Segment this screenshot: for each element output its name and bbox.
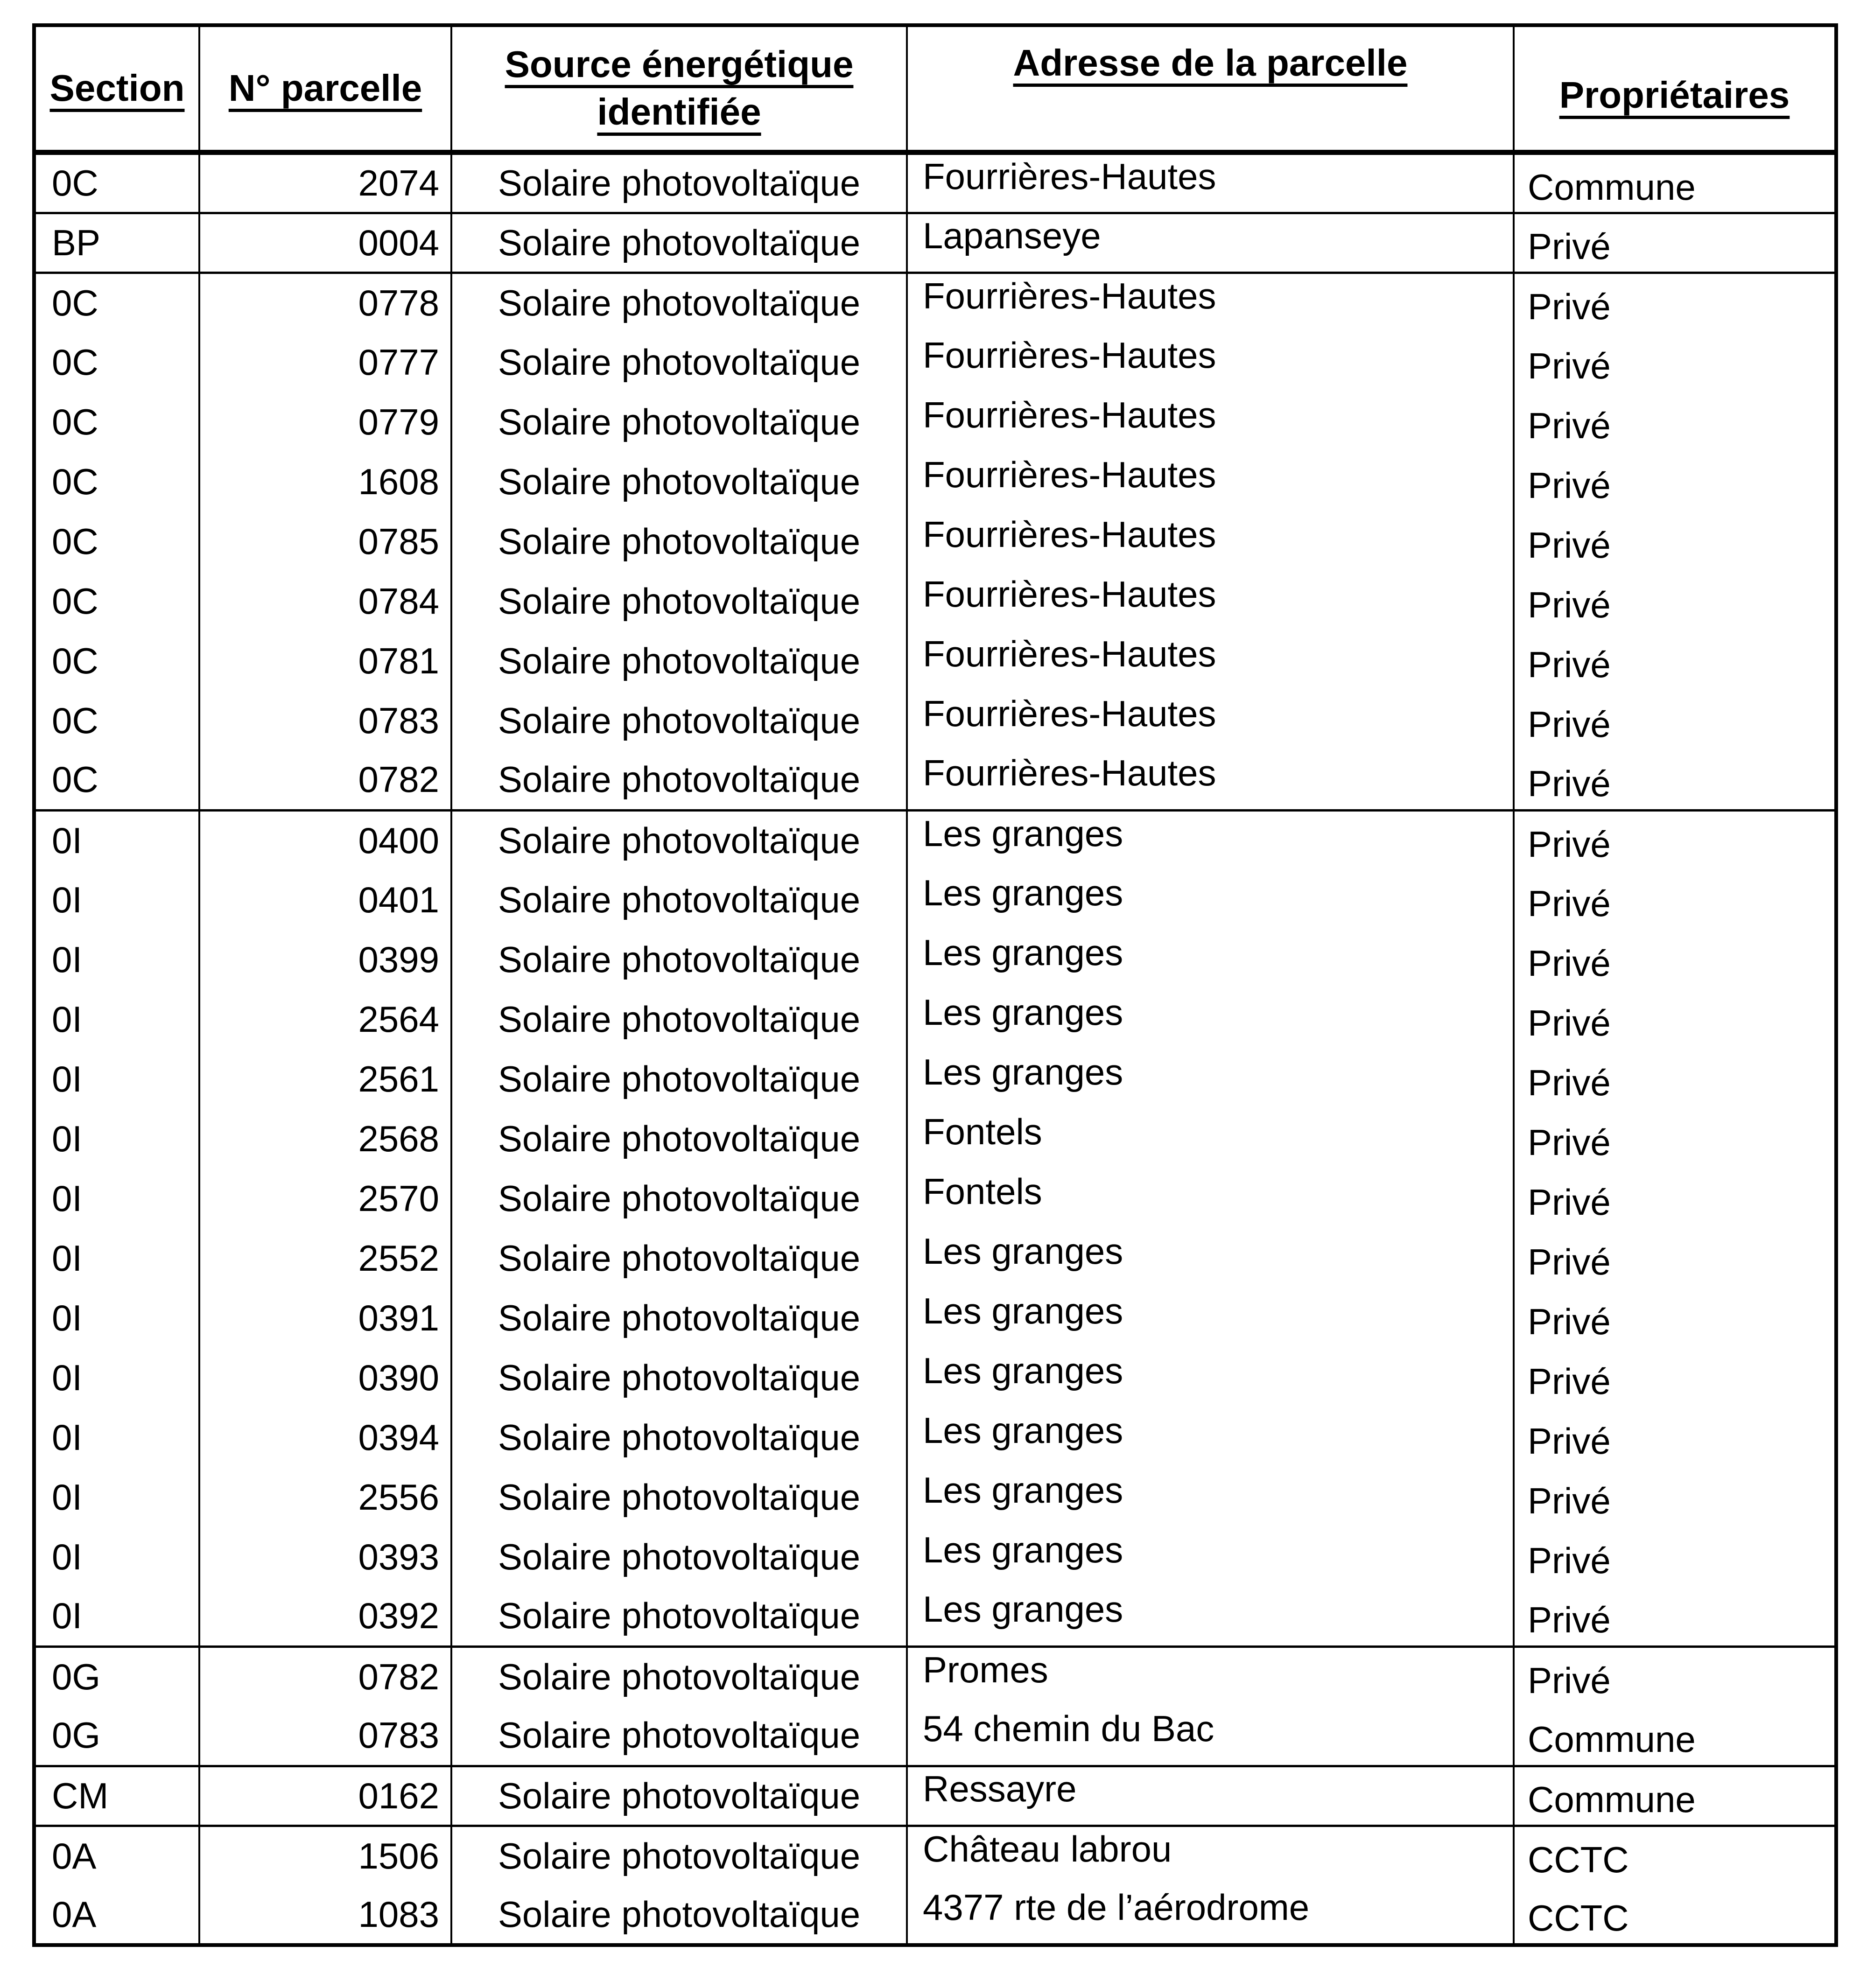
cell-proprietaire: Privé	[1514, 1646, 1836, 1706]
table-row	[34, 810, 1836, 870]
cell-section: CM	[34, 1766, 199, 1826]
column-header-source	[451, 25, 907, 152]
cell-adresse: Les granges	[907, 810, 1514, 870]
cell-source: Solaire photovoltaïque	[451, 1826, 907, 1885]
cell-adresse: Promes	[907, 1646, 1514, 1706]
cell-source: Solaire photovoltaïque	[451, 392, 907, 452]
cell-parcelle: 0783	[199, 1706, 451, 1766]
cell-proprietaire: Privé	[1514, 452, 1836, 511]
cell-source: Solaire photovoltaïque	[451, 1049, 907, 1109]
cell-adresse: Les granges	[907, 1407, 1514, 1467]
cell-proprietaire: CCTC	[1514, 1885, 1836, 1945]
cell-source: Solaire photovoltaïque	[451, 1109, 907, 1169]
cell-parcelle: 0399	[199, 930, 451, 989]
cell-proprietaire: Privé	[1514, 691, 1836, 750]
cell-section: 0I	[34, 1587, 199, 1646]
cell-source: Solaire photovoltaïque	[451, 810, 907, 870]
cell-section: 0I	[34, 1228, 199, 1288]
cell-adresse: Lapanseye	[907, 213, 1514, 273]
cell-parcelle: 1608	[199, 452, 451, 511]
cell-source: Solaire photovoltaïque	[451, 1766, 907, 1826]
cell-parcelle: 0392	[199, 1587, 451, 1646]
table-row	[34, 1169, 1836, 1228]
table-row	[34, 1407, 1836, 1467]
table-row	[34, 332, 1836, 392]
table-row	[34, 452, 1836, 511]
cell-proprietaire: CCTC	[1514, 1826, 1836, 1885]
cell-parcelle: 0394	[199, 1407, 451, 1467]
cell-parcelle: 0782	[199, 1646, 451, 1706]
cell-parcelle: 0778	[199, 273, 451, 332]
table-row	[34, 750, 1836, 810]
table-row	[34, 511, 1836, 571]
cell-source: Solaire photovoltaïque	[451, 1527, 907, 1587]
cell-proprietaire: Privé	[1514, 1348, 1836, 1407]
cell-adresse: Fourrières-Hautes	[907, 691, 1514, 750]
cell-adresse: 4377 rte de l’aérodrome	[907, 1885, 1514, 1945]
cell-parcelle: 0783	[199, 691, 451, 750]
cell-proprietaire: Privé	[1514, 273, 1836, 332]
cell-proprietaire: Privé	[1514, 213, 1836, 273]
cell-adresse: Les granges	[907, 870, 1514, 930]
cell-parcelle: 2568	[199, 1109, 451, 1169]
cell-proprietaire: Privé	[1514, 1169, 1836, 1228]
cell-section: BP	[34, 213, 199, 273]
column-header-source-label: Source énergétique identifiée	[505, 43, 854, 133]
cell-proprietaire: Privé	[1514, 511, 1836, 571]
table-row	[34, 1288, 1836, 1348]
cell-section: 0C	[34, 631, 199, 691]
table-row	[34, 213, 1836, 273]
column-header-adresse-label: Adresse de la parcelle	[1013, 42, 1408, 84]
table-row	[34, 1228, 1836, 1288]
cell-section: 0I	[34, 1348, 199, 1407]
table-row	[34, 392, 1836, 452]
cell-parcelle: 0781	[199, 631, 451, 691]
cell-proprietaire: Privé	[1514, 930, 1836, 989]
cell-section: 0I	[34, 1109, 199, 1169]
header-row	[34, 25, 1836, 152]
cell-proprietaire: Privé	[1514, 1527, 1836, 1587]
cell-section: 0C	[34, 392, 199, 452]
cell-parcelle: 0785	[199, 511, 451, 571]
table-row	[34, 989, 1836, 1049]
cell-proprietaire: Privé	[1514, 1407, 1836, 1467]
cell-adresse: Fourrières-Hautes	[907, 511, 1514, 571]
table-row	[34, 152, 1836, 213]
cell-source: Solaire photovoltaïque	[451, 452, 907, 511]
cell-source: Solaire photovoltaïque	[451, 511, 907, 571]
cell-section: 0I	[34, 930, 199, 989]
cell-proprietaire: Privé	[1514, 810, 1836, 870]
cell-adresse: Les granges	[907, 1348, 1514, 1407]
cell-section: 0C	[34, 750, 199, 810]
table-row	[34, 1706, 1836, 1766]
cell-adresse: Les granges	[907, 1467, 1514, 1527]
cell-adresse: Les granges	[907, 1288, 1514, 1348]
table-row	[34, 1826, 1836, 1885]
cell-source: Solaire photovoltaïque	[451, 1587, 907, 1646]
cell-section: 0I	[34, 989, 199, 1049]
cell-parcelle: 0391	[199, 1288, 451, 1348]
cell-section: 0C	[34, 452, 199, 511]
cell-proprietaire: Privé	[1514, 332, 1836, 392]
table-row	[34, 691, 1836, 750]
cell-source: Solaire photovoltaïque	[451, 273, 907, 332]
column-header-parcelle	[199, 25, 451, 152]
cell-source: Solaire photovoltaïque	[451, 213, 907, 273]
cell-adresse: Les granges	[907, 1049, 1514, 1109]
cell-proprietaire: Privé	[1514, 392, 1836, 452]
cell-adresse: Fontels	[907, 1169, 1514, 1228]
cell-adresse: Fourrières-Hautes	[907, 332, 1514, 392]
column-header-section-label: Section	[49, 67, 185, 109]
cell-adresse: Les granges	[907, 989, 1514, 1049]
cell-adresse: Fourrières-Hautes	[907, 750, 1514, 810]
cell-parcelle: 0401	[199, 870, 451, 930]
cell-section: 0I	[34, 1049, 199, 1109]
cell-parcelle: 2561	[199, 1049, 451, 1109]
cell-proprietaire: Commune	[1514, 1766, 1836, 1826]
cell-section: 0G	[34, 1646, 199, 1706]
cell-parcelle: 0782	[199, 750, 451, 810]
cell-parcelle: 0784	[199, 571, 451, 631]
cell-adresse: Les granges	[907, 1587, 1514, 1646]
cell-adresse: Les granges	[907, 1228, 1514, 1288]
cell-source: Solaire photovoltaïque	[451, 1169, 907, 1228]
cell-parcelle: 0162	[199, 1766, 451, 1826]
cell-adresse: Fourrières-Hautes	[907, 631, 1514, 691]
cell-source: Solaire photovoltaïque	[451, 989, 907, 1049]
cell-source: Solaire photovoltaïque	[451, 930, 907, 989]
cell-proprietaire: Privé	[1514, 631, 1836, 691]
cell-section: 0I	[34, 1407, 199, 1467]
column-header-proprietaires-label: Propriétaires	[1559, 74, 1790, 116]
cell-source: Solaire photovoltaïque	[451, 1228, 907, 1288]
cell-section: 0C	[34, 332, 199, 392]
cell-parcelle: 2552	[199, 1228, 451, 1288]
column-header-proprietaires	[1514, 25, 1836, 152]
cell-section: 0I	[34, 1288, 199, 1348]
cell-parcelle: 0004	[199, 213, 451, 273]
cell-adresse: Fourrières-Hautes	[907, 152, 1514, 213]
table-row	[34, 1766, 1836, 1826]
cell-parcelle: 1506	[199, 1826, 451, 1885]
cell-parcelle: 2570	[199, 1169, 451, 1228]
cell-adresse: Fontels	[907, 1109, 1514, 1169]
cell-parcelle: 0779	[199, 392, 451, 452]
cell-source: Solaire photovoltaïque	[451, 571, 907, 631]
cell-parcelle: 0400	[199, 810, 451, 870]
cell-section: 0A	[34, 1885, 199, 1945]
cell-proprietaire: Privé	[1514, 750, 1836, 810]
cell-parcelle: 0390	[199, 1348, 451, 1407]
cell-section: 0I	[34, 1169, 199, 1228]
cell-source: Solaire photovoltaïque	[451, 152, 907, 213]
cell-section: 0I	[34, 1527, 199, 1587]
cell-adresse: 54 chemin du Bac	[907, 1706, 1514, 1766]
cell-proprietaire: Privé	[1514, 1467, 1836, 1527]
cell-parcelle: 0777	[199, 332, 451, 392]
table-row	[34, 571, 1836, 631]
table-row	[34, 1587, 1836, 1646]
cell-proprietaire: Privé	[1514, 1587, 1836, 1646]
cell-proprietaire: Privé	[1514, 1049, 1836, 1109]
table-body	[34, 152, 1836, 1945]
cell-adresse: Ressayre	[907, 1766, 1514, 1826]
table-row	[34, 1109, 1836, 1169]
column-header-adresse	[907, 25, 1514, 152]
cell-adresse: Château labrou	[907, 1826, 1514, 1885]
cell-section: 0G	[34, 1706, 199, 1766]
cell-section: 0C	[34, 691, 199, 750]
cell-source: Solaire photovoltaïque	[451, 332, 907, 392]
cell-section: 0C	[34, 511, 199, 571]
cell-proprietaire: Commune	[1514, 152, 1836, 213]
table-row	[34, 870, 1836, 930]
cell-parcelle: 2074	[199, 152, 451, 213]
cell-proprietaire: Commune	[1514, 1706, 1836, 1766]
table-row	[34, 273, 1836, 332]
cell-source: Solaire photovoltaïque	[451, 870, 907, 930]
column-header-section	[34, 25, 199, 152]
cell-source: Solaire photovoltaïque	[451, 1348, 907, 1407]
cell-parcelle: 1083	[199, 1885, 451, 1945]
cell-section: 0C	[34, 152, 199, 213]
cell-adresse: Les granges	[907, 1527, 1514, 1587]
table-row	[34, 1527, 1836, 1587]
cell-section: 0I	[34, 870, 199, 930]
parcelles-table	[32, 23, 1838, 1947]
table-row	[34, 1467, 1836, 1527]
cell-parcelle: 2564	[199, 989, 451, 1049]
cell-parcelle: 2556	[199, 1467, 451, 1527]
cell-proprietaire: Privé	[1514, 870, 1836, 930]
cell-proprietaire: Privé	[1514, 571, 1836, 631]
table-row	[34, 1885, 1836, 1945]
cell-source: Solaire photovoltaïque	[451, 1646, 907, 1706]
table-row	[34, 930, 1836, 989]
cell-section: 0C	[34, 273, 199, 332]
table-row	[34, 1646, 1836, 1706]
cell-source: Solaire photovoltaïque	[451, 1407, 907, 1467]
cell-section: 0C	[34, 571, 199, 631]
cell-adresse: Les granges	[907, 930, 1514, 989]
cell-adresse: Fourrières-Hautes	[907, 273, 1514, 332]
cell-section: 0A	[34, 1826, 199, 1885]
cell-source: Solaire photovoltaïque	[451, 1706, 907, 1766]
cell-source: Solaire photovoltaïque	[451, 631, 907, 691]
cell-proprietaire: Privé	[1514, 1109, 1836, 1169]
table-row	[34, 631, 1836, 691]
cell-section: 0I	[34, 810, 199, 870]
cell-adresse: Fourrières-Hautes	[907, 392, 1514, 452]
cell-adresse: Fourrières-Hautes	[907, 571, 1514, 631]
cell-adresse: Fourrières-Hautes	[907, 452, 1514, 511]
column-header-parcelle-label: N° parcelle	[228, 67, 422, 109]
cell-source: Solaire photovoltaïque	[451, 750, 907, 810]
cell-source: Solaire photovoltaïque	[451, 1288, 907, 1348]
cell-source: Solaire photovoltaïque	[451, 1467, 907, 1527]
cell-proprietaire: Privé	[1514, 1228, 1836, 1288]
table-row	[34, 1049, 1836, 1109]
cell-section: 0I	[34, 1467, 199, 1527]
cell-proprietaire: Privé	[1514, 1288, 1836, 1348]
table-row	[34, 1348, 1836, 1407]
cell-source: Solaire photovoltaïque	[451, 691, 907, 750]
cell-proprietaire: Privé	[1514, 989, 1836, 1049]
cell-parcelle: 0393	[199, 1527, 451, 1587]
cell-source: Solaire photovoltaïque	[451, 1885, 907, 1945]
